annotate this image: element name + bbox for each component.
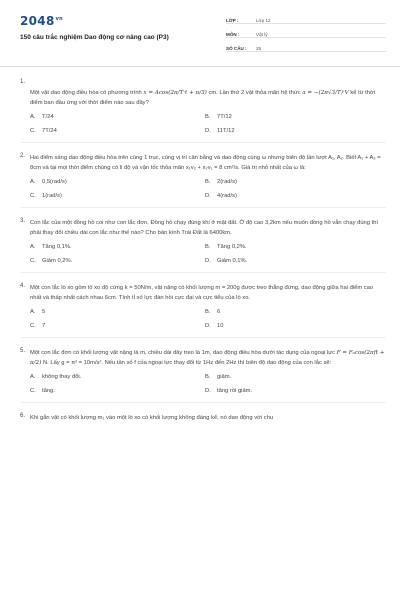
question-2 [20, 153, 386, 208]
answer-option-d[interactable] [205, 193, 380, 199]
option-text: 5 [42, 309, 46, 315]
answer-option-d[interactable] [205, 258, 380, 264]
question-1 [20, 80, 386, 143]
answer-option-b[interactable] [205, 114, 380, 120]
answer-option-b[interactable] [205, 179, 380, 185]
meta-label: MÔN : [226, 32, 240, 37]
option-text: không thay đổi. [42, 374, 82, 380]
question-list [20, 80, 386, 433]
option-text: 0,5(rad/s) [42, 179, 67, 185]
question-separator [20, 402, 386, 403]
meta-row-count [226, 41, 386, 52]
meta-row-class [226, 13, 386, 24]
option-text: giảm. [217, 374, 232, 380]
question-text: Hai điểm sáng dao động điều hòa trên cùng 1 trục, cùng vị trí cân bằng và dao động cùng ω nhưng biên độ lần lượt A₁, A₂. Biết A₁ + A₂ = 8cm và tại mọi thời điểm chúng có li độ và vận tốc thỏa mãn x₁v₂ + x₂v₁ = 8 cm²/s. Giá trị nhỏ nhất của ω là: [30, 155, 381, 171]
option-letter: B. [205, 374, 211, 380]
question-text: Khi gắn vật có khối lượng m₁ vào một lò xo có khối lượng không đáng kể, nó dao động với chu [30, 415, 274, 421]
option-text: Tăng 0,1%. [42, 244, 72, 250]
answer-option-a[interactable] [30, 309, 205, 315]
option-text: 7T/24 [42, 128, 57, 134]
answer-options [30, 374, 386, 394]
answer-option-c[interactable] [30, 128, 205, 134]
option-text: 10 [217, 323, 224, 329]
option-letter: D. [205, 193, 211, 199]
question-text-part: Một vật dao động điều hòa có phương trình [30, 90, 142, 96]
option-text: Giảm 0,2%. [42, 258, 73, 264]
answer-option-d[interactable] [205, 128, 380, 134]
meta-value: Lớp 12 [256, 18, 271, 23]
option-text: 6 [217, 309, 221, 315]
answer-option-a[interactable] [30, 114, 205, 120]
option-text: 7T/12 [217, 114, 232, 120]
option-letter: B. [205, 114, 211, 120]
option-letter: D. [205, 323, 211, 329]
question-text-part: kể từ thời điểm ban đầu ứng với thời điểm nào sau đây? [30, 90, 376, 106]
option-letter: C. [30, 193, 36, 199]
meta-value: Vật lý [256, 32, 268, 37]
formula: a = −(2π√3/T)·V [302, 90, 349, 96]
header-divider [0, 66, 400, 67]
question-text: Một con lắc lò xo gồm lò xo độ cứng k = 50N/m, vật nặng có khối lượng m = 200g được treo thẳng đứng, dao động giữa hai điểm cao nhất và thấp nhất cách nhau 6cm. Tính tỉ số lực đàn hồi cực đại và cực tiểu của lò xo. [30, 285, 374, 301]
question-number: 4. [20, 283, 26, 289]
answer-option-b[interactable] [205, 244, 380, 250]
answer-option-b[interactable] [205, 374, 380, 380]
question-6 [20, 413, 386, 423]
answer-option-d[interactable] [205, 388, 380, 394]
formula: F = F₀cos(2πft + π/2) [30, 350, 385, 366]
answer-options [30, 309, 386, 329]
option-letter: D. [205, 258, 211, 264]
option-text: T/24 [42, 114, 54, 120]
document-title: 150 câu trắc nghiệm Dao động cơ nâng cao (P3) [20, 34, 169, 41]
answer-option-b[interactable] [205, 309, 380, 315]
logo-suffix: vn [55, 16, 64, 22]
question-separator [20, 337, 386, 338]
document-header [0, 0, 400, 58]
meta-label: SỐ CÂU : [226, 46, 247, 51]
question-text-part: thức [289, 90, 301, 96]
option-letter: D. [205, 388, 211, 394]
option-letter: B. [205, 309, 211, 315]
option-text: 1(rad/s) [42, 193, 62, 199]
question-text-part: N. Lấy g = π² = 10m/s². Nếu tần số f của ngoại lực thay đổi từ 1Hz đến 2Hz thì biên độ dao động của con lắc sẽ: [42, 360, 332, 366]
option-letter: B. [205, 179, 211, 185]
option-letter: C. [30, 258, 36, 264]
question-text-part: cm. Lần thứ 2 vật thỏa mãn hệ [208, 90, 288, 96]
option-letter: B. [205, 244, 211, 250]
logo-text: 2048 [20, 14, 55, 28]
answer-option-d[interactable] [205, 323, 380, 329]
answer-option-c[interactable] [30, 193, 205, 199]
meta-label: LỚP : [226, 18, 239, 23]
question-separator [20, 207, 386, 208]
answer-options [30, 179, 386, 199]
answer-option-c[interactable] [30, 323, 205, 329]
option-text: tăng rồi giảm. [217, 388, 253, 394]
question-number: 3. [20, 218, 26, 224]
formula: x = Acos(2π/T·t + π/3) [143, 90, 207, 96]
answer-option-c[interactable] [30, 388, 205, 394]
meta-value: 25 [256, 46, 262, 51]
option-letter: A. [30, 114, 36, 120]
option-letter: A. [30, 179, 36, 185]
option-text: Giảm 0,1%. [217, 258, 248, 264]
answer-options [30, 114, 386, 134]
answer-option-a[interactable] [30, 244, 205, 250]
question-3 [20, 218, 386, 273]
question-4 [20, 283, 386, 338]
question-text: Con lắc của một đồng hồ coi như con lắc đơn. Đồng hồ chạy đúng khi ở mặt đất. Ở độ cao 3,2km nếu muốn đồng hồ vẫn chạy đúng thì phải thay đổi chiều dài con lắc như thế nào? Cho bán kính Trái Đất là 6400km. [30, 220, 379, 236]
document-meta [226, 13, 386, 55]
option-letter: A. [30, 374, 36, 380]
question-separator [20, 272, 386, 273]
option-letter: C. [30, 323, 36, 329]
option-text: tăng. [42, 388, 55, 394]
meta-row-subject [226, 27, 386, 38]
answer-option-c[interactable] [30, 258, 205, 264]
option-letter: C. [30, 128, 36, 134]
question-number: 2. [20, 153, 26, 159]
option-text: 4(rad/s) [217, 193, 237, 199]
option-text: Tăng 0,2%. [217, 244, 247, 250]
answer-options [30, 244, 386, 264]
question-number: 6. [20, 413, 26, 419]
option-letter: D. [205, 128, 211, 134]
question-5 [20, 348, 386, 403]
answer-option-a[interactable] [30, 374, 205, 380]
option-letter: A. [30, 309, 36, 315]
answer-option-a[interactable] [30, 179, 205, 185]
option-letter: A. [30, 244, 36, 250]
question-separator [20, 142, 386, 143]
site-logo[interactable] [20, 14, 63, 28]
question-text [30, 348, 386, 368]
option-text: 11T/12 [217, 128, 235, 134]
question-number: 5. [20, 348, 26, 354]
option-text: 7 [42, 323, 46, 329]
question-text-part: Một con lắc đơn có khối lượng vật nặng là m, chiều dài dây treo là 1m, dao động điều hòa dưới tác dụng của ngoại lực [30, 350, 336, 356]
option-text: 2(rad/s) [217, 179, 237, 185]
question-text [30, 80, 386, 108]
option-letter: C. [30, 388, 36, 394]
question-number: 1. [20, 79, 26, 85]
